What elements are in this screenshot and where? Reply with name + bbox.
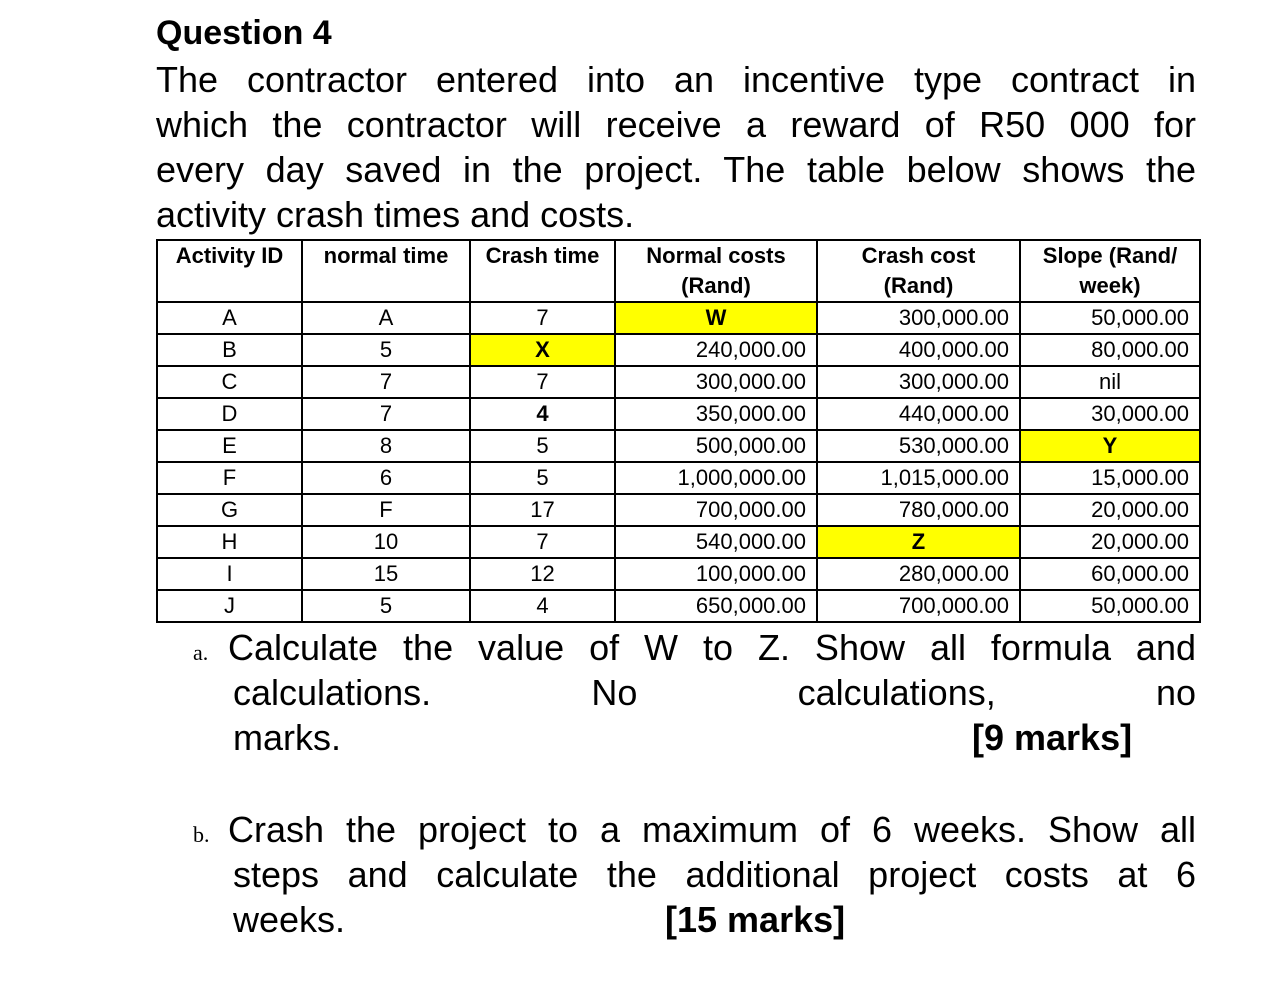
table-row <box>157 302 1200 334</box>
cell-crash-time: 12 <box>470 558 615 590</box>
cell-slope: 30,000.00 <box>1020 398 1200 430</box>
cell-crash-time: 17 <box>470 494 615 526</box>
cell-crash-time: 5 <box>470 462 615 494</box>
header-crash-cost-line2: (Rand) <box>883 273 954 298</box>
cell-crash-time-unknown: X <box>470 334 615 366</box>
cell-normal-costs: 240,000.00 <box>615 334 817 366</box>
question-a-line1: Calculate the value of W to Z. Show all formula and <box>228 627 1196 668</box>
cell-normal-time: 7 <box>302 398 470 430</box>
cell-normal-costs: 500,000.00 <box>615 430 817 462</box>
cell-crash-time: 7 <box>470 366 615 398</box>
cell-normal-time: 7 <box>302 366 470 398</box>
table-row <box>157 398 1200 430</box>
intro-line: every day saved in the project. The table below shows the <box>156 149 1196 190</box>
cell-crash-cost-unknown: Z <box>817 526 1020 558</box>
cell-slope-unknown: Y <box>1020 430 1200 462</box>
cell-activity-id: A <box>157 302 302 334</box>
cell-activity-id: F <box>157 462 302 494</box>
question-a-line2 <box>233 670 1196 715</box>
cell-crash-time: 4 <box>470 398 615 430</box>
cell-normal-costs: 540,000.00 <box>615 526 817 558</box>
cell-crash-cost: 300,000.00 <box>817 366 1020 398</box>
header-crash-cost <box>817 240 1020 302</box>
table-row <box>157 558 1200 590</box>
cell-normal-costs: 650,000.00 <box>615 590 817 622</box>
cell-normal-time: 5 <box>302 334 470 366</box>
table-row <box>157 494 1200 526</box>
cell-crash-cost: 530,000.00 <box>817 430 1020 462</box>
cell-crash-cost: 780,000.00 <box>817 494 1020 526</box>
cell-slope: 20,000.00 <box>1020 494 1200 526</box>
cell-crash-time: 7 <box>470 302 615 334</box>
cell-slope: nil <box>1020 366 1200 398</box>
header-normal-time: normal time <box>302 240 470 302</box>
cell-crash-cost: 440,000.00 <box>817 398 1020 430</box>
cell-normal-time: 15 <box>302 558 470 590</box>
header-slope <box>1020 240 1200 302</box>
cell-crash-cost: 1,015,000.00 <box>817 462 1020 494</box>
cell-crash-time: 7 <box>470 526 615 558</box>
cell-normal-time: 6 <box>302 462 470 494</box>
cell-normal-time: A <box>302 302 470 334</box>
crash-table <box>156 239 1201 623</box>
question-heading: Question 4 <box>156 14 332 52</box>
cell-activity-id: J <box>157 590 302 622</box>
question-b-letter: b. <box>193 822 210 847</box>
header-slope-line1: Slope (Rand/ <box>1042 243 1178 268</box>
question-a-word: no <box>1155 672 1196 713</box>
question-a-letter: a. <box>193 640 209 665</box>
header-crash-time: Crash time <box>470 240 615 302</box>
cell-crash-time: 4 <box>470 590 615 622</box>
intro-line: which the contractor will receive a reward of R50 000 for <box>156 104 1196 145</box>
cell-slope: 60,000.00 <box>1020 558 1200 590</box>
header-normal-costs-line1: Normal costs <box>646 243 786 268</box>
table-header-row <box>157 240 1200 302</box>
cell-activity-id: E <box>157 430 302 462</box>
question-b-line1: Crash the project to a maximum of 6 weeks. Show all <box>228 809 1196 850</box>
cell-activity-id: C <box>157 366 302 398</box>
cell-activity-id: H <box>157 526 302 558</box>
question-a-line3: marks. <box>233 717 341 758</box>
table-row <box>157 526 1200 558</box>
cell-activity-id: I <box>157 558 302 590</box>
cell-normal-costs: 300,000.00 <box>615 366 817 398</box>
table-row <box>157 590 1200 622</box>
table-row <box>157 334 1200 366</box>
intro-line: The contractor entered into an incentive type contract in <box>156 59 1196 100</box>
question-b-line2: steps and calculate the additional project costs at 6 <box>233 854 1196 895</box>
cell-normal-costs: 700,000.00 <box>615 494 817 526</box>
cell-slope: 80,000.00 <box>1020 334 1200 366</box>
question-a-word: calculations. <box>233 672 432 713</box>
cell-normal-costs: 100,000.00 <box>615 558 817 590</box>
header-slope-line2: week) <box>1079 273 1141 298</box>
cell-normal-time: 10 <box>302 526 470 558</box>
cell-slope: 20,000.00 <box>1020 526 1200 558</box>
question-b-marks: [15 marks] <box>665 899 846 940</box>
cell-slope: 15,000.00 <box>1020 462 1200 494</box>
cell-activity-id: D <box>157 398 302 430</box>
cell-crash-cost: 400,000.00 <box>817 334 1020 366</box>
question-b-line3: weeks. <box>233 899 346 940</box>
cell-crash-cost: 700,000.00 <box>817 590 1020 622</box>
question-a-marks: [9 marks] <box>972 717 1133 758</box>
cell-activity-id: B <box>157 334 302 366</box>
table-row <box>157 366 1200 398</box>
cell-crash-cost: 280,000.00 <box>817 558 1020 590</box>
cell-slope: 50,000.00 <box>1020 302 1200 334</box>
question-a-word: No <box>591 672 638 713</box>
cell-normal-time: 8 <box>302 430 470 462</box>
cell-normal-time: F <box>302 494 470 526</box>
header-normal-costs-line2: (Rand) <box>681 273 751 298</box>
cell-normal-costs-unknown: W <box>615 302 817 334</box>
intro-line: activity crash times and costs. <box>156 194 635 235</box>
cell-normal-costs: 350,000.00 <box>615 398 817 430</box>
cell-crash-time: 5 <box>470 430 615 462</box>
cell-normal-time: 5 <box>302 590 470 622</box>
cell-activity-id: G <box>157 494 302 526</box>
header-activity-id: Activity ID <box>157 240 302 302</box>
table-row <box>157 462 1200 494</box>
cell-crash-cost: 300,000.00 <box>817 302 1020 334</box>
header-crash-cost-line1: Crash cost <box>861 243 976 268</box>
question-a-word: calculations, <box>797 672 996 713</box>
cell-normal-costs: 1,000,000.00 <box>615 462 817 494</box>
header-normal-costs <box>615 240 817 302</box>
table-row <box>157 430 1200 462</box>
cell-slope: 50,000.00 <box>1020 590 1200 622</box>
